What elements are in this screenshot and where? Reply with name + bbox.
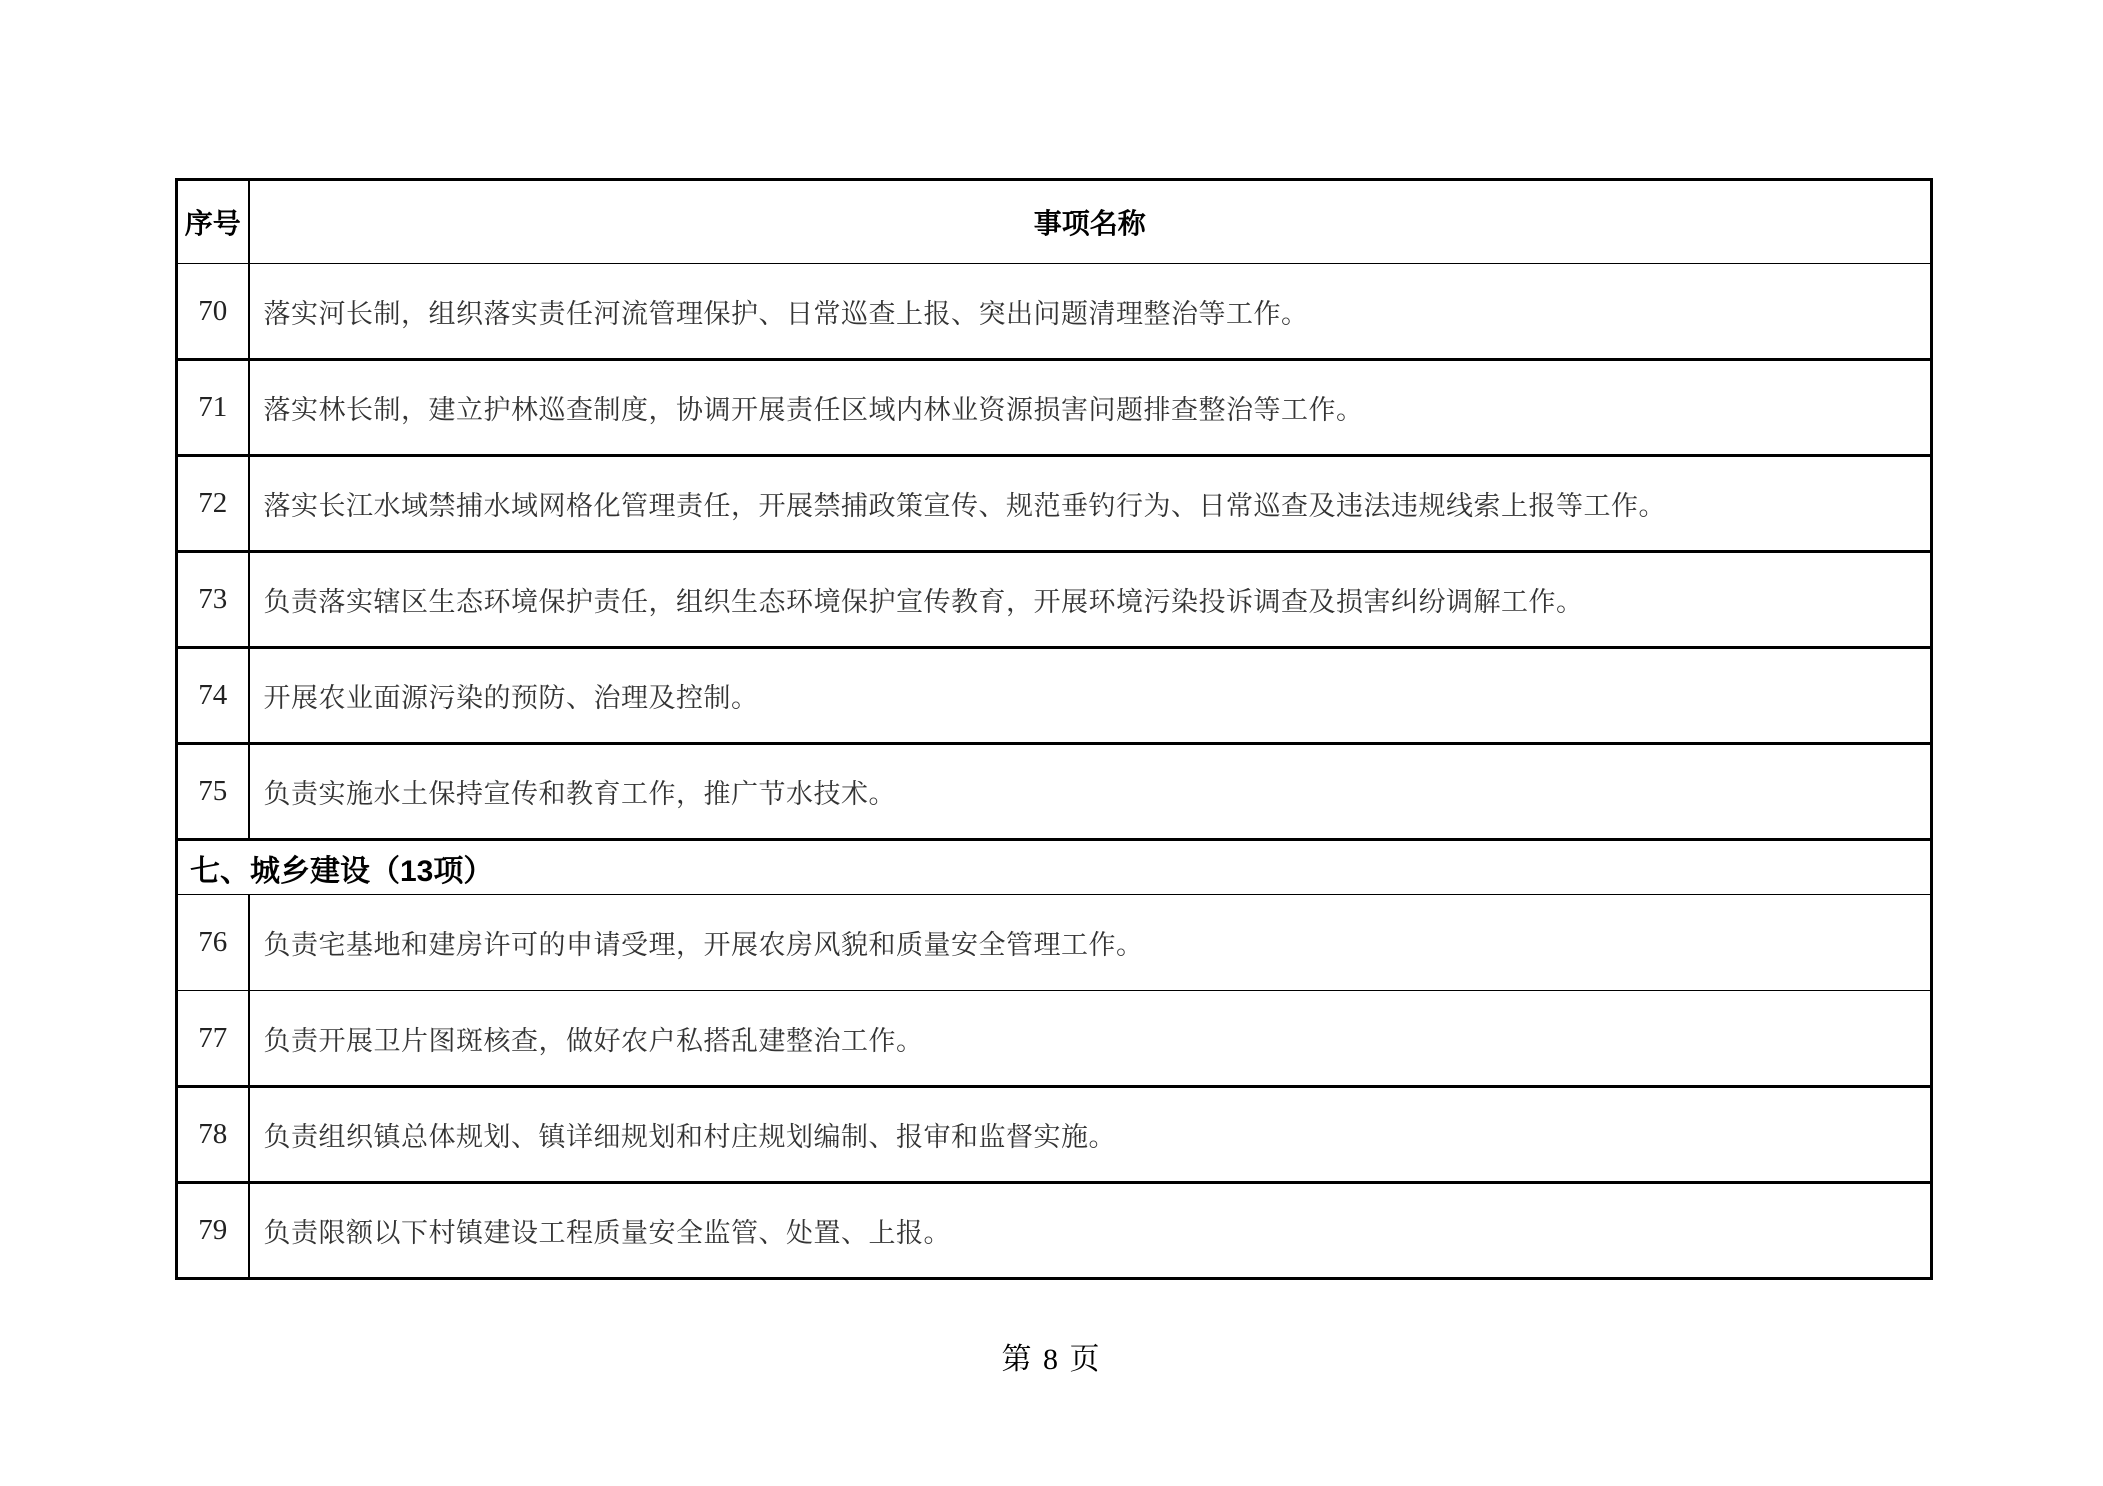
row-number-cell: 72 <box>177 456 249 552</box>
table-row <box>177 360 1932 456</box>
page-footer: 第 8 页 <box>1001 1343 1102 1376</box>
header-cell-number: 序号 <box>177 180 249 264</box>
row-number-cell: 70 <box>177 264 249 360</box>
row-number-cell: 77 <box>177 991 249 1087</box>
table-row <box>177 744 1932 840</box>
section-header-row <box>177 840 1932 895</box>
row-text-cell: 负责实施水土保持宣传和教育工作，推广节水技术。 <box>249 744 1932 840</box>
row-text-cell: 负责开展卫片图斑核查，做好农户私搭乱建整治工作。 <box>249 991 1932 1087</box>
table-header-row <box>177 180 1932 264</box>
row-text-cell: 落实长江水域禁捕水域网格化管理责任，开展禁捕政策宣传、规范垂钓行为、日常巡查及违法违规线索上报等工作。 <box>249 456 1932 552</box>
table-row <box>177 552 1932 648</box>
row-text-cell: 负责宅基地和建房许可的申请受理，开展农房风貌和质量安全管理工作。 <box>249 895 1932 991</box>
items-table <box>175 178 1933 1280</box>
row-number-cell: 74 <box>177 648 249 744</box>
row-text-cell: 落实林长制，建立护林巡查制度，协调开展责任区域内林业资源损害问题排查整治等工作。 <box>249 360 1932 456</box>
section-header-cell: 七、城乡建设（13项） <box>177 840 1932 895</box>
table-row <box>177 991 1932 1087</box>
row-number-cell: 78 <box>177 1087 249 1183</box>
row-text-cell: 负责限额以下村镇建设工程质量安全监管、处置、上报。 <box>249 1183 1932 1279</box>
header-cell-name: 事项名称 <box>249 180 1932 264</box>
row-number-cell: 76 <box>177 895 249 991</box>
row-text-cell: 开展农业面源污染的预防、治理及控制。 <box>249 648 1932 744</box>
table-row <box>177 1183 1932 1279</box>
row-number-cell: 79 <box>177 1183 249 1279</box>
table-row <box>177 456 1932 552</box>
table-row <box>177 895 1932 991</box>
row-number-cell: 75 <box>177 744 249 840</box>
row-number-cell: 73 <box>177 552 249 648</box>
row-number-cell: 71 <box>177 360 249 456</box>
table-row <box>177 1087 1932 1183</box>
row-text-cell: 负责落实辖区生态环境保护责任，组织生态环境保护宣传教育，开展环境污染投诉调查及损害纠纷调解工作。 <box>249 552 1932 648</box>
table-row <box>177 264 1932 360</box>
row-text-cell: 负责组织镇总体规划、镇详细规划和村庄规划编制、报审和监督实施。 <box>249 1087 1932 1183</box>
row-text-cell: 落实河长制，组织落实责任河流管理保护、日常巡查上报、突出问题清理整治等工作。 <box>249 264 1932 360</box>
table-row <box>177 648 1932 744</box>
